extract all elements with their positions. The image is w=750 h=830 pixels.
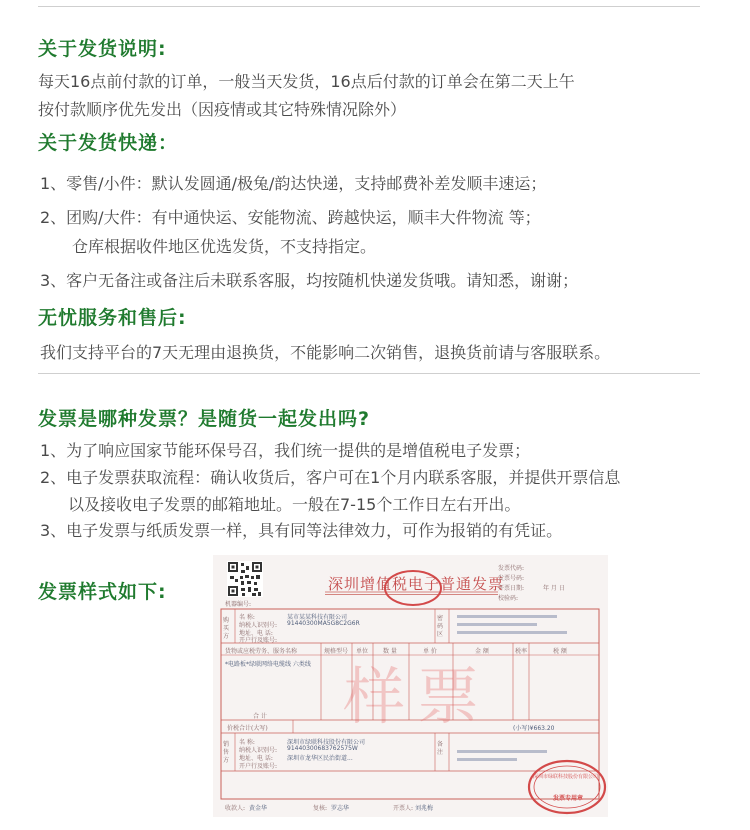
invoice-faq-item-1: 1、为了响应国家节能环保号召，我们统一提供的是增值税电子发票； bbox=[40, 441, 531, 460]
invoice-buyer-name: 某市某某科技有限公司 bbox=[287, 614, 348, 621]
invoice-seal-text: 深圳市绿联科技股份有限公司 bbox=[533, 774, 599, 780]
invoice-sample-image bbox=[213, 555, 608, 817]
top-divider bbox=[38, 6, 700, 7]
invoice-buyer-label: 购买方 bbox=[223, 617, 230, 640]
invoice-buyer-tax: 91440300MA5G8C2G6R bbox=[287, 620, 360, 627]
invoice-note-label: 备注 bbox=[437, 741, 444, 756]
invoice-bank-label: 开户行及账号: bbox=[239, 637, 278, 644]
invoice-grand-small: (小写)¥663.20 bbox=[513, 725, 555, 732]
invoice-watermark: 样票 bbox=[343, 660, 492, 733]
invoice-date-format: 年 月 日 bbox=[543, 585, 565, 592]
invoice-item-row: *电路板*绿联网络电缆线 六类线 bbox=[225, 661, 311, 668]
invoice-faq-item-3: 3、电子发票与纸质发票一样，具有同等法律效力，可作为报销的有凭证。 bbox=[40, 521, 563, 540]
invoice-sample-title: 发票样式如下: bbox=[38, 581, 167, 603]
shipping-express-item-3: 3、客户无备注或备注后未联系客服，均按随机快递发货哦。请知悉，谢谢； bbox=[40, 271, 579, 290]
invoice-faq-title: 发票是哪种发票？是随货一起发出吗? bbox=[38, 408, 371, 430]
invoice-rate-header: 税率 bbox=[515, 648, 528, 655]
shipping-express-item-2b: 仓库根据收件地区优选发货，不支持指定。 bbox=[72, 237, 377, 256]
invoice-drawer-label: 开票人: bbox=[393, 805, 414, 812]
invoice-number-label: 发票号码: bbox=[498, 575, 525, 582]
invoice-check-label: 校验码: bbox=[498, 595, 519, 602]
invoice-unit-header: 单位 bbox=[356, 648, 369, 655]
invoice-name-label: 名 称: bbox=[239, 614, 255, 621]
shipping-note-line-1: 每天16点前付款的订单，一般当天发货，16点后付款的订单会在第二天上午 bbox=[38, 72, 575, 91]
invoice-seller-label: 销售方 bbox=[223, 741, 230, 764]
after-sales-line: 我们支持平台的7天无理由退换货，不能影响二次销售，退换货前请与客服联系。 bbox=[40, 343, 611, 362]
invoice-seller-name-label: 名 称: bbox=[239, 739, 255, 746]
after-sales-title: 无忧服务和售后: bbox=[38, 307, 187, 329]
invoice-payee-label: 收款人: bbox=[225, 805, 246, 812]
invoice-seller-bank-label: 开户行及账号: bbox=[239, 763, 278, 770]
invoice-seal-sub: 发票专用章 bbox=[553, 795, 584, 802]
invoice-seller-tax: 91440300683762575W bbox=[287, 745, 358, 752]
invoice-seller-taxid-label: 纳税人识别号: bbox=[239, 747, 278, 754]
invoice-total-label: 合 计 bbox=[253, 713, 267, 720]
invoice-tax-header: 税 额 bbox=[553, 648, 567, 655]
invoice-faq-item-2b: 以及接收电子发票的邮箱地址。一般在7-15个工作日左右开出。 bbox=[68, 495, 521, 514]
shipping-note-line-2: 按付款顺序优先发出（因疫情或其它特殊情况除外） bbox=[38, 100, 407, 119]
invoice-addr-label: 地址、电 话: bbox=[239, 630, 273, 637]
invoice-amount-header: 金 额 bbox=[475, 648, 489, 655]
invoice-reviewer: 罗志华 bbox=[331, 805, 350, 812]
invoice-faq-item-2: 2、电子发票获取流程：确认收货后，客户可在1个月内联系客服，并提供开票信息 bbox=[40, 468, 621, 487]
invoice-reviewer-label: 复核: bbox=[313, 805, 328, 812]
invoice-code-label: 发票代码: bbox=[498, 565, 525, 572]
invoice-grand-label: 价税合计(大写) bbox=[227, 725, 268, 732]
shipping-express-item-2: 2、团购/大件：有中通快运、安能物流、跨越快运，顺丰大件物流 等； bbox=[40, 208, 541, 227]
invoice-qty-header: 数 量 bbox=[383, 648, 397, 655]
invoice-payee: 黄金华 bbox=[249, 805, 268, 812]
invoice-machine-no-label: 机器编号: bbox=[225, 601, 252, 608]
invoice-spec-header: 规格型号 bbox=[324, 648, 349, 655]
invoice-drawer: 刘兆梅 bbox=[415, 805, 434, 812]
invoice-seller-addr: 深圳市龙华区民治街道... bbox=[287, 755, 353, 762]
invoice-item-header: 货物或应税劳务、服务名称 bbox=[225, 648, 298, 655]
invoice-date-label: 开票日期: bbox=[498, 585, 525, 592]
invoice-taxid-label: 纳税人识别号: bbox=[239, 622, 278, 629]
invoice-seller-addr-label: 地址、电 话: bbox=[239, 755, 273, 762]
shipping-express-title: 关于发货快递： bbox=[38, 132, 179, 154]
section-divider bbox=[38, 373, 700, 374]
invoice-seller-name: 深圳市绿联科技股份有限公司 bbox=[287, 739, 366, 746]
qr-code-icon bbox=[227, 561, 263, 597]
invoice-price-header: 单 价 bbox=[423, 648, 437, 655]
shipping-note-title: 关于发货说明: bbox=[38, 38, 167, 60]
shipping-express-item-1: 1、零售/小件：默认发圆通/极兔/韵达快递，支持邮费补差发顺丰速运； bbox=[40, 174, 547, 193]
invoice-title: 深圳增值税电子普通发票 bbox=[328, 575, 505, 593]
invoice-pwd-label: 密码区 bbox=[437, 615, 444, 638]
